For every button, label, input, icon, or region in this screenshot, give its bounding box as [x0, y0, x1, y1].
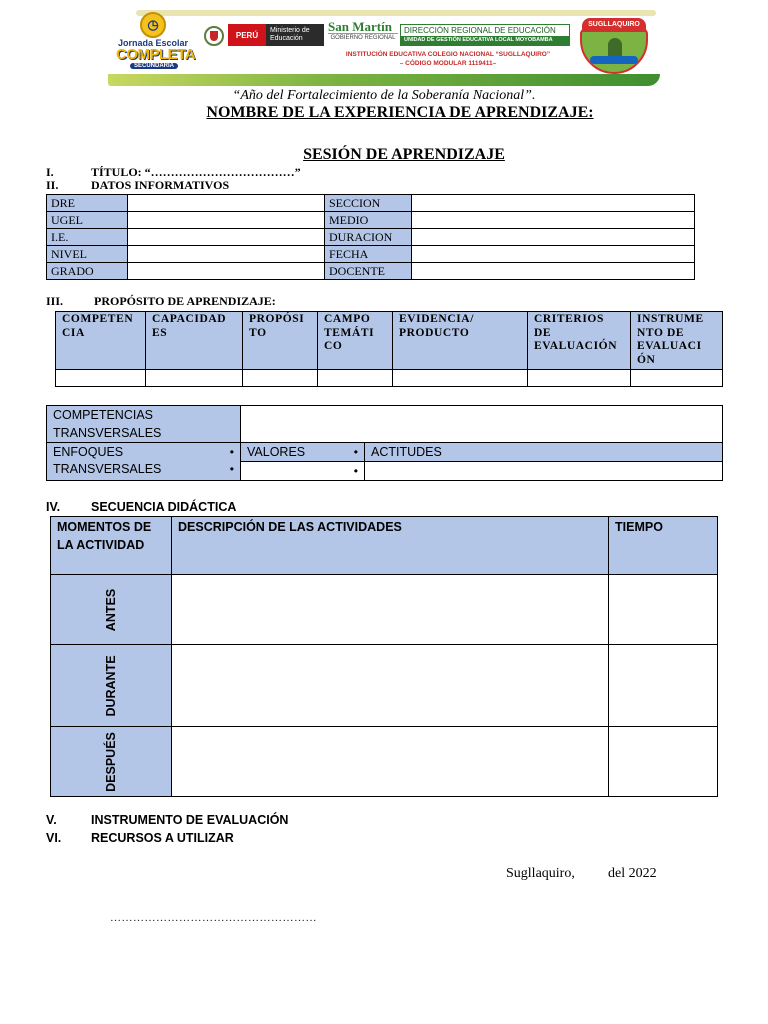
institution-line2: – CÓDIGO MODULAR 1119411–: [399, 60, 497, 67]
peru-shield-icon: [204, 26, 224, 46]
minedu-label: Ministerio de Educación: [266, 24, 324, 46]
section-number: V.: [46, 813, 57, 827]
competencias-transversales-value[interactable]: [241, 406, 723, 443]
crest-shield-icon: [580, 28, 648, 74]
section-instrumento: [46, 813, 366, 829]
section-label: INSTRUMENTO DE EVALUACIÓN: [91, 813, 289, 827]
table-row: [47, 443, 723, 462]
field-label: DURACION: [325, 229, 412, 246]
region-logo: [328, 20, 398, 46]
letterhead-banner: [108, 8, 660, 88]
table-row: [47, 212, 695, 229]
field-label: NIVEL: [47, 246, 128, 263]
section-number: I.: [46, 165, 54, 179]
activity-time[interactable]: [609, 645, 718, 727]
field-label: I.E.: [47, 229, 128, 246]
field-value[interactable]: [128, 195, 325, 212]
moment-antes: [51, 575, 172, 645]
banner-decoration-bottom: [108, 74, 660, 86]
table-header-row: [51, 517, 718, 575]
table-row: [47, 246, 695, 263]
field-value[interactable]: [412, 195, 695, 212]
field-label: UGEL: [47, 212, 128, 229]
table-cell[interactable]: [318, 370, 393, 387]
activity-description[interactable]: [172, 645, 609, 727]
peru-label: PERÚ: [228, 24, 266, 46]
jec-logo-line1: Jornada Escolar: [118, 38, 189, 48]
column-header: CRITERIOS DE EVALUACIÓN: [528, 312, 631, 370]
school-crest: [574, 14, 654, 76]
section-number: VI.: [46, 831, 62, 845]
experience-title: NOMBRE DE LA EXPERIENCIA DE APRENDIZAJE:: [206, 104, 594, 121]
field-value[interactable]: [128, 246, 325, 263]
signature-line: ………………………………………………: [110, 912, 317, 924]
valores-text: VALORES: [247, 445, 306, 459]
bullet-icon: •: [353, 445, 358, 459]
region-subtitle: GOBIERNO REGIONAL: [328, 33, 398, 42]
year-motto: “Año del Fortalecimiento de la Soberanía Nacional”.: [232, 88, 536, 103]
session-title: SESIÓN DE APRENDIZAJE: [303, 146, 505, 163]
field-label: DOCENTE: [325, 263, 412, 280]
table-cell[interactable]: [146, 370, 243, 387]
table-row: [47, 406, 723, 443]
section-label: RECURSOS A UTILIZAR: [91, 831, 234, 845]
moment-durante: [51, 645, 172, 727]
column-header: PROPÓSI TO: [243, 312, 318, 370]
table-cell[interactable]: [243, 370, 318, 387]
section-secuencia: [46, 500, 346, 516]
valores-value[interactable]: [241, 462, 365, 481]
jec-logo-line3: SECUNDARIA: [130, 63, 178, 69]
activity-description[interactable]: [172, 575, 609, 645]
secuencia-didactica-table: [50, 516, 718, 797]
section-label: SECUENCIA DIDÁCTICA: [91, 500, 237, 514]
clock-icon: ◷: [140, 12, 166, 38]
region-name: San Martín: [328, 19, 392, 34]
field-label: DRE: [47, 195, 128, 212]
section-label: DATOS INFORMATIVOS: [91, 178, 230, 192]
actitudes-value[interactable]: [365, 462, 723, 481]
field-value[interactable]: [412, 263, 695, 280]
column-header: MOMENTOS DE LA ACTIVIDAD: [51, 517, 172, 575]
column-header: TIEMPO: [609, 517, 718, 575]
place-label: Sugllaquiro,: [506, 866, 575, 881]
jec-logo: [114, 12, 200, 74]
table-cell[interactable]: [528, 370, 631, 387]
table-row: [51, 645, 718, 727]
bullet-icon: • •: [229, 445, 234, 476]
valores-label: [241, 443, 365, 462]
field-label: FECHA: [325, 246, 412, 263]
institution-name: [328, 50, 568, 68]
table-cell[interactable]: [56, 370, 146, 387]
field-label: GRADO: [47, 263, 128, 280]
institution-line1: INSTITUCIÓN EDUCATIVA COLEGIO NACIONAL “SUGLLAQUIRO”: [345, 51, 551, 58]
table-row: [47, 195, 695, 212]
table-row: [51, 727, 718, 797]
section-datos-informativos: [46, 178, 346, 194]
column-header: CAMPO TEMÁTI CO: [318, 312, 393, 370]
jec-logo-line2: COMPLETA: [116, 46, 196, 63]
moment-despues: [51, 727, 172, 797]
moment-label: DESPUÉS: [104, 731, 118, 792]
table-row: [47, 229, 695, 246]
field-value[interactable]: [128, 229, 325, 246]
field-value[interactable]: [412, 212, 695, 229]
section-label: TÍTULO: “………………………………”: [91, 165, 301, 179]
column-header: COMPETEN CIA: [56, 312, 146, 370]
field-value[interactable]: [412, 229, 695, 246]
section-number: III.: [46, 294, 64, 308]
column-header: EVIDENCIA/ PRODUCTO: [393, 312, 528, 370]
enfoques-transversales-label: ENFOQUES TRANSVERSALES: [53, 445, 162, 476]
section-number: II.: [46, 178, 59, 192]
moment-label: ANTES: [104, 588, 118, 631]
column-header: INSTRUME NTO DE EVALUACI ÓN: [631, 312, 723, 370]
field-label: MEDIO: [325, 212, 412, 229]
moment-label: DURANTE: [104, 654, 118, 717]
table-cell[interactable]: [631, 370, 723, 387]
table-header-row: [56, 312, 723, 370]
table-row: [47, 263, 695, 280]
field-value[interactable]: [128, 212, 325, 229]
year-label: del 2022: [608, 866, 657, 881]
table-row: [56, 370, 723, 387]
crest-label: SUGLLAQUIRO: [582, 18, 646, 32]
activity-description[interactable]: [172, 727, 609, 797]
activity-time[interactable]: [609, 575, 718, 645]
field-label: SECCION: [325, 195, 412, 212]
table-row: [51, 575, 718, 645]
actitudes-label: ACTITUDES: [365, 443, 723, 462]
section-proposito: [46, 294, 366, 310]
field-value[interactable]: [128, 263, 325, 280]
transversal-table: [46, 405, 723, 481]
section-number: IV.: [46, 500, 61, 514]
competencias-transversales-label: COMPETENCIAS TRANSVERSALES: [47, 406, 241, 443]
column-header: CAPACIDAD ES: [146, 312, 243, 370]
dre-box: [400, 24, 570, 46]
table-cell[interactable]: [393, 370, 528, 387]
dre-name: DIRECCIÓN REGIONAL DE EDUCACIÓN: [404, 26, 556, 35]
field-value[interactable]: [412, 246, 695, 263]
enfoques-transversales-cell: [47, 443, 241, 481]
section-recursos: [46, 831, 366, 847]
activity-time[interactable]: [609, 727, 718, 797]
bullet-icon: •: [353, 464, 358, 478]
proposito-table: [55, 311, 723, 387]
ugel-name: UNIDAD DE GESTIÓN EDUCATIVA LOCAL MOYOBAMBA: [401, 36, 569, 45]
column-header: DESCRIPCIÓN DE LAS ACTIVIDADES: [172, 517, 609, 575]
datos-informativos-table: [46, 194, 695, 280]
section-label: PROPÓSITO DE APRENDIZAJE:: [94, 294, 276, 308]
